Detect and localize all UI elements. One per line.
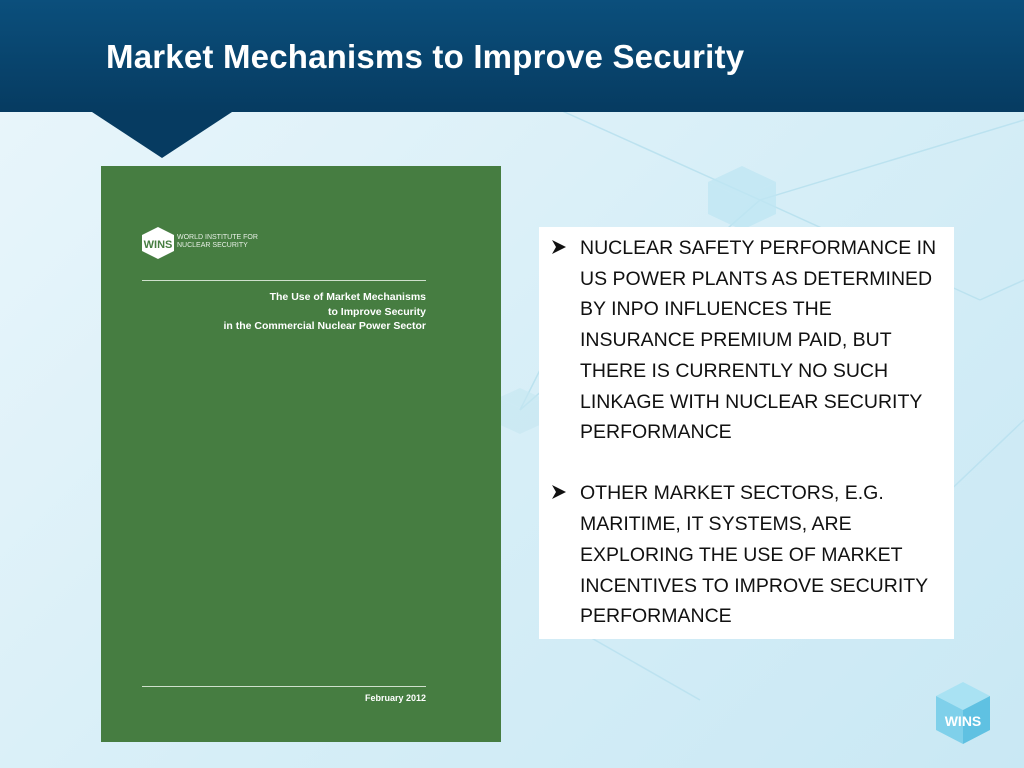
cover-title-line: in the Commercial Nuclear Power Sector xyxy=(223,320,426,332)
cover-org-line: WORLD INSTITUTE FOR xyxy=(177,234,258,241)
svg-text:WINS: WINS xyxy=(143,239,173,251)
cover-title xyxy=(224,290,426,334)
arrow-bullet-icon xyxy=(551,239,567,255)
bullet-item xyxy=(551,233,951,448)
bullet-list xyxy=(551,233,951,662)
cover-bottom-rule xyxy=(142,686,426,687)
wins-logo-icon xyxy=(141,226,175,260)
arrow-bullet-icon xyxy=(551,484,567,500)
bullet-item xyxy=(551,478,951,632)
bullet-text: NUCLEAR SAFETY PERFORMANCE IN US POWER PLANTS AS DETERMINED BY INPO INFLUENCES THE INSURANCE PREMIUM PAID, BUT THERE IS CURRENTLY NO SUCH LINKAGE WITH NUCLEAR SECURITY PERFORMANCE xyxy=(580,237,937,444)
cover-date: February 2012 xyxy=(364,693,426,703)
bullet-text: OTHER MARKET SECTORS, E.G. MARITIME, IT SYSTEMS, ARE EXPLORING THE USE OF MARKET INCENTIVES TO IMPROVE SECURITY PERFORMANCE xyxy=(580,482,928,628)
slide-title: Market Mechanisms to Improve Security xyxy=(106,38,745,75)
title-bar xyxy=(0,0,1024,112)
header-pointer xyxy=(92,110,232,160)
cover-title-line: The Use of Market Mechanisms xyxy=(269,291,426,303)
cover-org-line: NUCLEAR SECURITY xyxy=(177,242,248,249)
cover-top-rule xyxy=(142,280,426,281)
svg-text:WINS: WINS xyxy=(944,713,982,729)
report-cover-image xyxy=(101,166,501,742)
wins-corner-logo-icon xyxy=(934,680,992,746)
cover-organization xyxy=(177,234,258,250)
cover-title-line: to Improve Security xyxy=(327,305,426,318)
